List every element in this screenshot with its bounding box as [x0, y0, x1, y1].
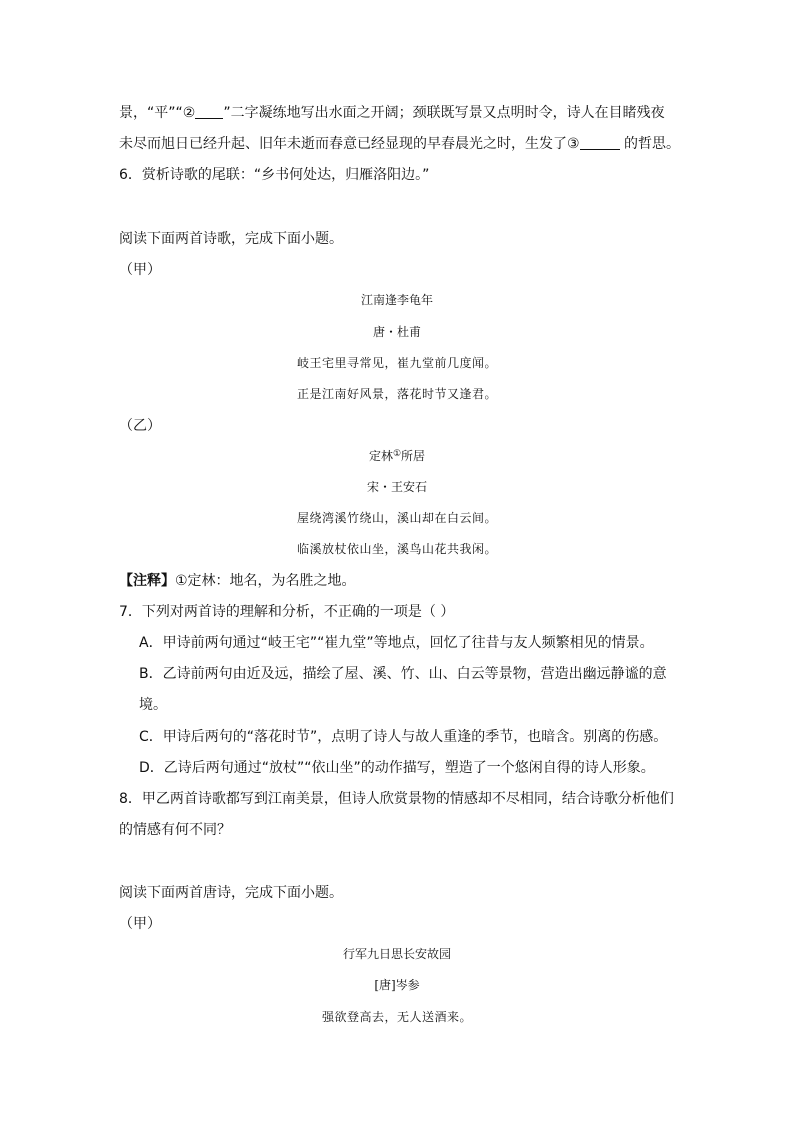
question-7: 7．下列对两首诗的理解和分析，不正确的一项是（ ） [119, 604, 455, 620]
text-fragment: 的哲思。 [624, 136, 681, 152]
poem-3-author: [唐]岑参 [374, 978, 420, 992]
poem-jia-label-2: （甲） [119, 916, 161, 932]
annotation-text: ①定林：地名，为名胜之地。 [175, 573, 356, 589]
poem-1-line-1: 岐王宅里寻常见，崔九堂前几度闻。 [296, 356, 497, 370]
top-line-2 [119, 134, 680, 154]
poem-2-title-text: 所居 [401, 449, 426, 463]
poem-2-title [0, 447, 794, 464]
poem-jia-label: （甲） [119, 262, 161, 278]
question-7-option-b[interactable]: B．乙诗前两句由近及远，描绘了屋、溪、竹、山、白云等景物，营造出幽远静谧的意 [139, 666, 667, 682]
poem-2-line-2: 临溪放杖依山坐，溪鸟山花共我闲。 [296, 542, 497, 556]
poem-1-author: 唐・杜甫 [372, 325, 421, 339]
text-fragment: 景，“平”“ [119, 105, 183, 121]
text-fragment: ”二字凝练地写出水面之开阔；颈联既写景又点明时令，诗人在目睹残夜 [223, 105, 665, 121]
blank-number-3: ③ [567, 136, 580, 152]
answer-blank-3[interactable] [580, 135, 620, 150]
question-6: 6．赏析诗歌的尾联：“乡书何处达，归雁洛阳边。” [119, 167, 430, 183]
poem-1-line-2: 正是江南好风景，落花时节又逢君。 [296, 387, 497, 401]
poem-3-title: 行军九日思长安故园 [342, 947, 451, 961]
annotation-label: 【注释】 [119, 573, 175, 589]
poem-2-title-text: 定林 [368, 449, 393, 463]
question-7-option-a[interactable]: A．甲诗前两句通过“岐王宅”“崔九堂”等地点，回忆了往昔与友人频繁相见的情景。 [139, 635, 654, 651]
blank-number-2: ② [182, 105, 196, 121]
footnote-marker: ① [392, 449, 402, 459]
poem-2-line-1: 屋绕湾溪竹绕山，溪山却在白云间。 [296, 511, 497, 525]
question-7-option-d[interactable]: D．乙诗后两句通过“放杖”“依山坐”的动作描写，塑造了一个悠闲自得的诗人形象。 [139, 760, 655, 776]
poem-3-line-1: 强欲登高去，无人送酒来。 [321, 1010, 472, 1024]
poem-2-author: 宋・王安石 [366, 480, 427, 494]
poem-yi-label: （乙） [119, 418, 161, 434]
section-2-intro: 阅读下面两首唐诗，完成下面小题。 [119, 885, 343, 901]
question-8-cont: 的情感有何不同？ [119, 822, 231, 838]
text-fragment: 未尽而旭日已经升起、旧年未逝而春意已经显现的早春晨光之时，生发了 [119, 136, 567, 152]
question-7-option-b-cont: 境。 [139, 697, 167, 713]
question-8: 8．甲乙两首诗歌都写到江南美景，但诗人欣赏景物的情感却不尽相同，结合诗歌分析他们 [119, 791, 674, 807]
section-1-intro: 阅读下面两首诗歌，完成下面小题。 [119, 231, 343, 247]
question-7-option-c[interactable]: C．甲诗后两句的“落花时节”，点明了诗人与故人重逢的季节，也暗含。别离的伤感。 [139, 729, 668, 745]
poem-1-title: 江南逢李龟年 [360, 293, 433, 307]
annotation [119, 571, 356, 591]
top-line-1 [119, 103, 665, 123]
answer-blank-2[interactable] [195, 104, 223, 119]
